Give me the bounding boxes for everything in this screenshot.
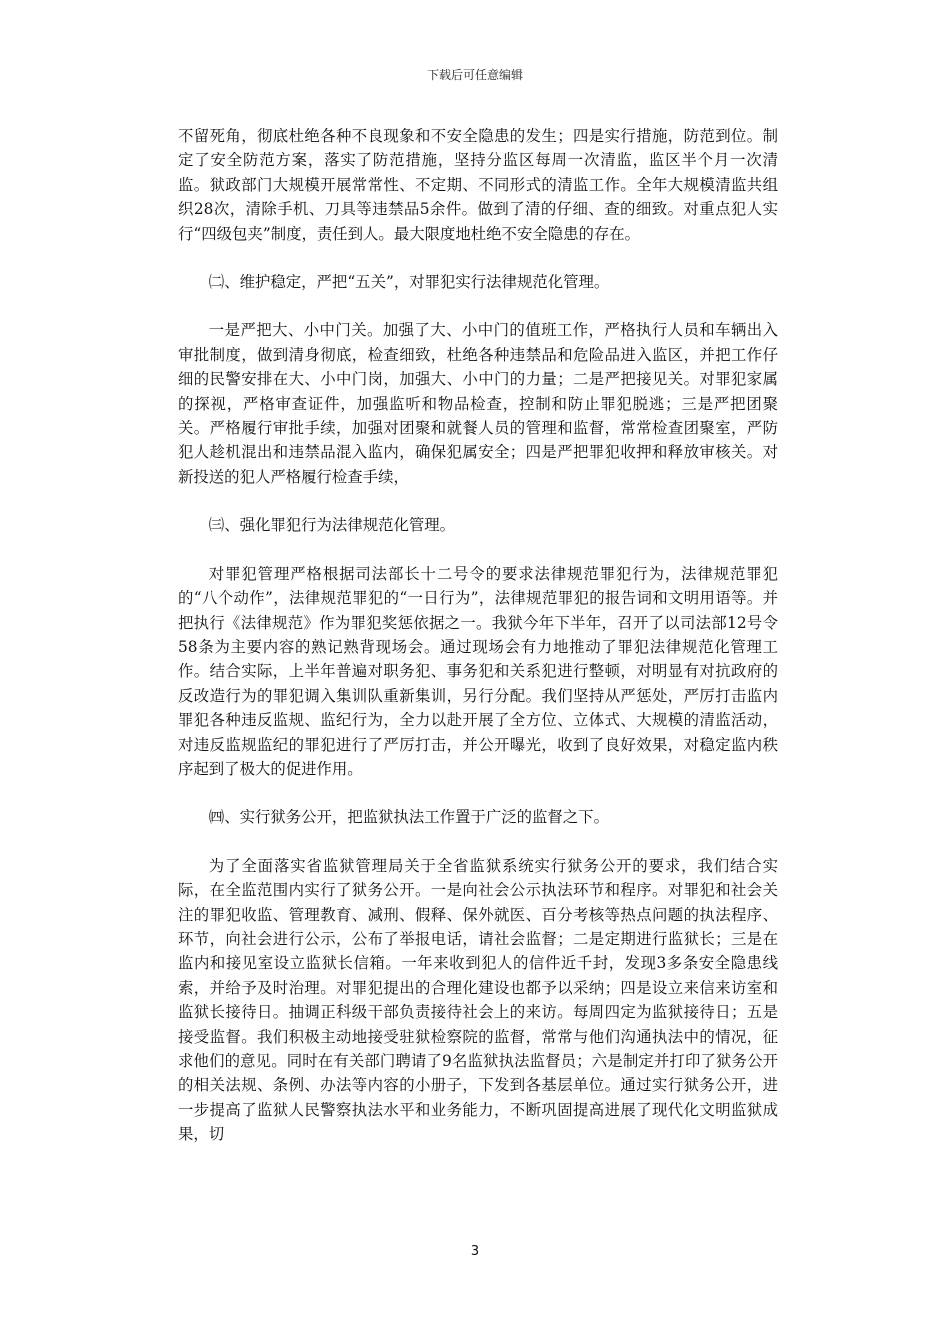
section-heading-2: ㈡、维护稳定，严把“五关”，对罪犯实行法律规范化管理。 xyxy=(208,273,610,292)
paragraph-five-gates: 一是严把大、小中门关。加强了大、小中门的值班工作，严格执行人员和车辆出入审批制度，做到清身彻底，检查细致，杜绝各种违禁品和危险品进入监区，并把工作仔细的民警安排在大、小中门岗，加强大、小中门的力量；二是严把接见关。对罪犯家属的探视，严格审查证件，加强监听和物品检查，控制和防止罪犯脱逃；三是严把团聚关。严格履行审批手续，加强对团聚和就餐人员的管理和监督，常常检查团聚室，严防犯人趁机混出和违禁品混入监内，确保犯属安全；四是严把罪犯收押和释放审核关。对新投送的犯人严格履行检查手续， xyxy=(178,321,778,486)
page-number: 3 xyxy=(470,1244,480,1259)
page-header: 下载后可任意编辑 xyxy=(426,68,523,82)
section-heading-4: ㈣、实行狱务公开，把监狱执法工作置于广泛的监督之下。 xyxy=(208,808,609,827)
section-heading-3: ㈢、强化罪犯行为法律规范化管理。 xyxy=(208,516,456,535)
paragraph-behavior-management: 对罪犯管理严格根据司法部长十二号令的要求法律规范罪犯行为，法律规范罪犯的“八个动作”，法律规范罪犯的“一日行为”，法律规范罪犯的报告词和文明用语等。并把执行《法律规范》作为罪犯奖惩依据之一。我狱今年下半年，召开了以司法部12号令58条为主要内容的熟记熟背现场会。通过现场会有力地推动了罪犯法律规范化管理工作。结合实际，上半年普遍对职务犯、事务犯和关系犯进行整顿，对明显有对抗政府的反改造行为的罪犯调入集训队重新集训，另行分配。我们坚持从严惩处，严厉打击监内罪犯各种违反监规、监纪行为，全力以赴开展了全方位、立体式、大规模的清监活动，对违反监规监纪的罪犯进行了严厉打击，并公开曝光，收到了良好效果，对稳定监内秩序起到了极大的促进作用。 xyxy=(178,564,778,778)
paragraph-continuation: 不留死角，彻底杜绝各种不良现象和不安全隐患的发生；四是实行措施，防范到位。制定了安全防范方案，落实了防范措施，坚持分监区每周一次清监，监区半个月一次清监。狱政部门大规模开展常常性、不定期、不同形式的清监工作。全年大规模清监共组织28次，清除手机、刀具等违禁品5余件。做到了清的仔细、查的细致。对重点犯人实行“四级包夹”制度，责任到人。最大限度地杜绝不安全隐患的存在。 xyxy=(178,127,778,243)
document-body xyxy=(178,124,778,1147)
paragraph-prison-affairs-disclosure: 为了全面落实省监狱管理局关于全省监狱系统实行狱务公开的要求，我们结合实际，在全监范围内实行了狱务公开。一是向社会公示执法环节和程序。对罪犯和社会关注的罪犯收监、管理教育、减刑、假释、保外就医、百分考核等热点问题的执法程序、环节，向社会进行公示，公布了举报电话，请社会监督；二是定期进行监狱长；三是在监内和接见室设立监狱长信箱。一年来收到犯人的信件近千封，发现3多条安全隐患线索，并给予及时治理。对罪犯提出的合理化建设也都予以采纳；四是设立来信来访室和监狱长接待日。抽调正科级干部负责接待社会上的来访。每周四定为监狱接待日；五是接受监督。我们积极主动地接受驻狱检察院的监督，常常与他们沟通执法中的情况，征求他们的意见。同时在有关部门聘请了9名监狱执法监督员；六是制定并打印了狱务公开的相关法规、条例、办法等内容的小册子，下发到各基层单位。通过实行狱务公开，进一步提高了监狱人民警察执法水平和业务能力，不断巩固提高进展了现代化文明监狱成果，切 xyxy=(178,856,778,1144)
